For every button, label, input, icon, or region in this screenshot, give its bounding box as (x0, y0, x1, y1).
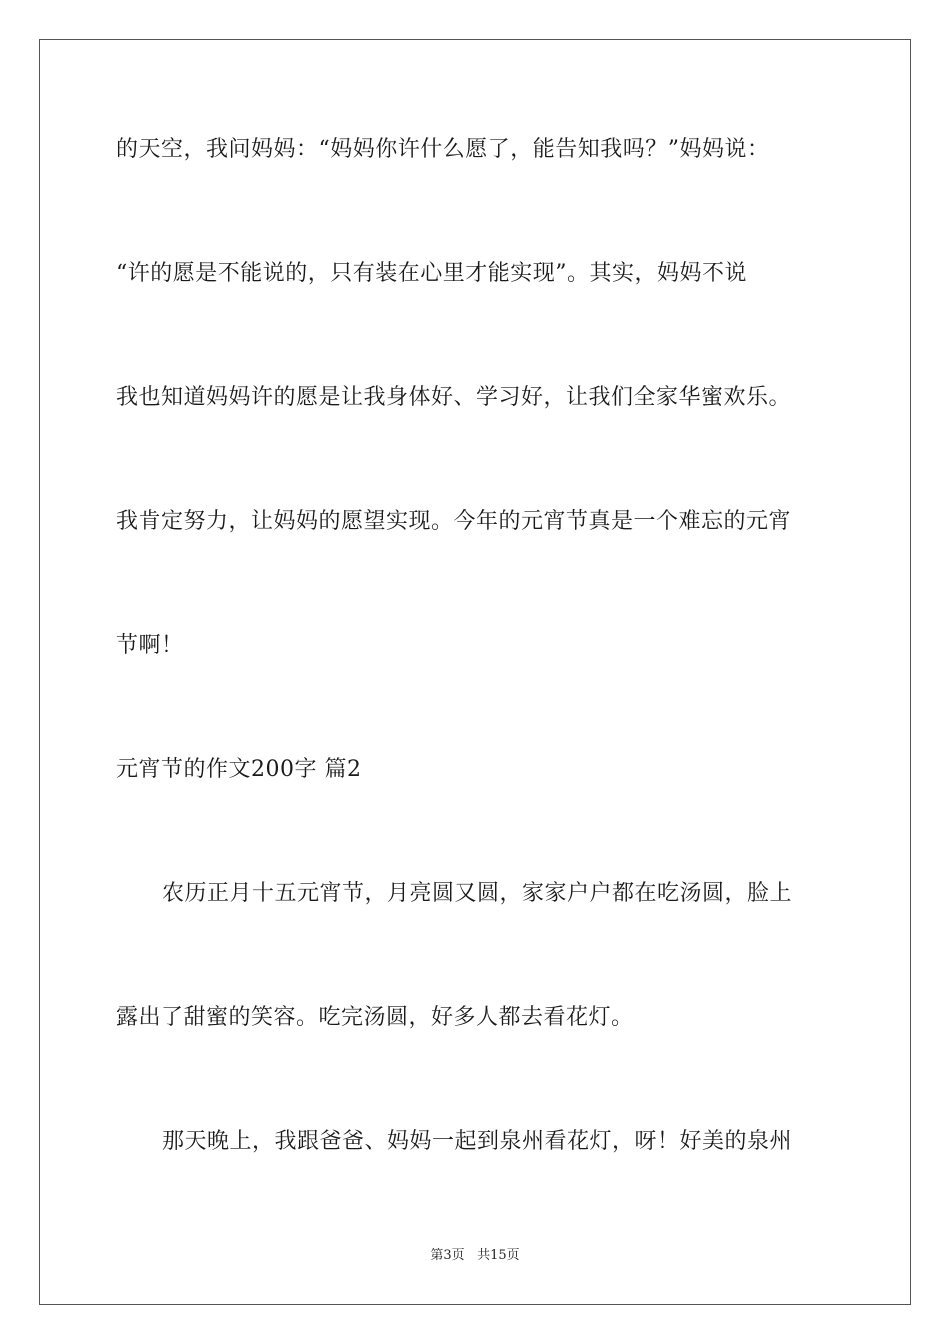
page-footer (0, 1248, 950, 1264)
page-number: 第3页 (430, 1248, 465, 1263)
page-border (39, 39, 911, 1305)
page-total: 共15页 (477, 1248, 520, 1263)
body-text-line-6: 农历正月十五元宵节，月亮圆又圆，家家户户都在吃汤圆，脸上 (162, 881, 793, 906)
body-text-line-4: 我肯定努力，让妈妈的愿望实现。今年的元宵节真是一个难忘的元宵 (116, 509, 792, 534)
body-text-line-1: 的天空，我问妈妈：“妈妈你许什么愿了，能告知我吗？”妈妈说： (116, 137, 770, 162)
section-heading: 元宵节的作文200字 篇2 (116, 757, 362, 782)
body-text-line-2: “许的愿是不能说的，只有装在心里才能实现”。其实，妈妈不说 (116, 261, 747, 286)
body-text-line-3: 我也知道妈妈许的愿是让我身体好、学习好，让我们全家华蜜欢乐。 (116, 385, 792, 410)
body-text-line-8: 那天晚上，我跟爸爸、妈妈一起到泉州看花灯，呀！好美的泉州 (162, 1129, 793, 1154)
body-text-line-7: 露出了甜蜜的笑容。吃完汤圆，好多人都去看花灯。 (116, 1005, 634, 1030)
body-text-line-5: 节啊！ (116, 633, 184, 658)
